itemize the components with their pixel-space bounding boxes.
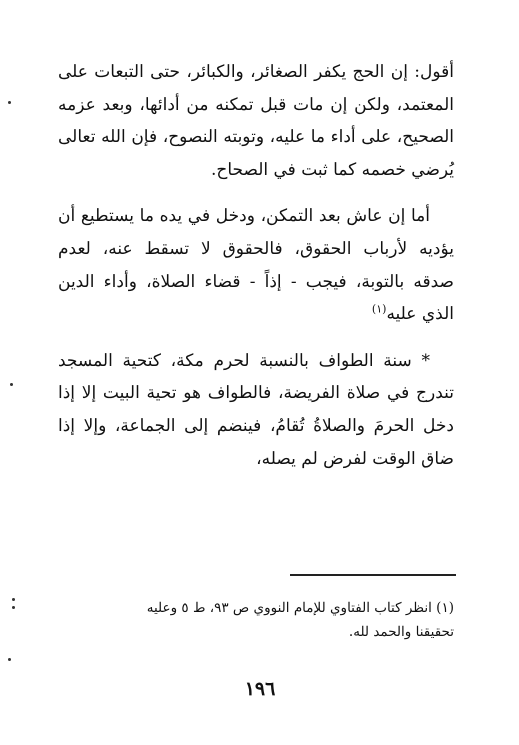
main-text <box>58 56 454 489</box>
footnote-divider <box>290 574 456 576</box>
footnote-line-2: تحقيقنا والحمد لله. <box>348 624 454 640</box>
margin-dot <box>12 606 15 609</box>
paragraph-3-text: * سنة الطواف بالنسبة لحرم مكة، كتحية المسجد تندرج في صلاة الفريضة، فالطواف هو تحية البيت إلا إذا دخل الحرمَ والصلاةُ تُقامُ، فينضم إلى الجماعة، وإلا إذا ضاق الوقت لفرض لم يصله، <box>58 350 454 469</box>
margin-dot <box>8 101 11 104</box>
paragraph-2 <box>58 200 454 330</box>
paragraph-2-text: أما إن عاش بعد التمكن، ودخل في يده ما يستطيع أن يؤديه لأرباب الحقوق، فالحقوق لا تسقط عنه، لعدم صدقه بالتوبة، فيجب - إذاً - قضاء الصلاة، وأداء الدين الذي عليه <box>58 206 454 325</box>
paragraph-1 <box>58 56 454 186</box>
footnote-line-1: (١) انظر كتاب الفتاوي للإمام النووي ص ٩٣، ط ٥ وعليه <box>146 600 454 616</box>
margin-dot <box>10 383 13 386</box>
footnote-reference[interactable]: (١) <box>371 302 387 316</box>
margin-dot <box>12 598 15 601</box>
paragraph-1-text: أقول: إن الحج يكفر الصغائر، والكبائر، حتى التبعات على المعتمد، ولكن إن مات قبل تمكنه من أدائها، وبعد عزمه الصحيح، على أداء ما عليه، وتوبته النصوح، فإن الله تعالى يُرضي خصمه كما ثبت في الصحاح. <box>58 62 454 180</box>
paragraph-3 <box>58 345 454 475</box>
page-number: ١٩٦ <box>244 678 276 700</box>
margin-dot <box>8 658 11 661</box>
footnote <box>70 596 454 644</box>
